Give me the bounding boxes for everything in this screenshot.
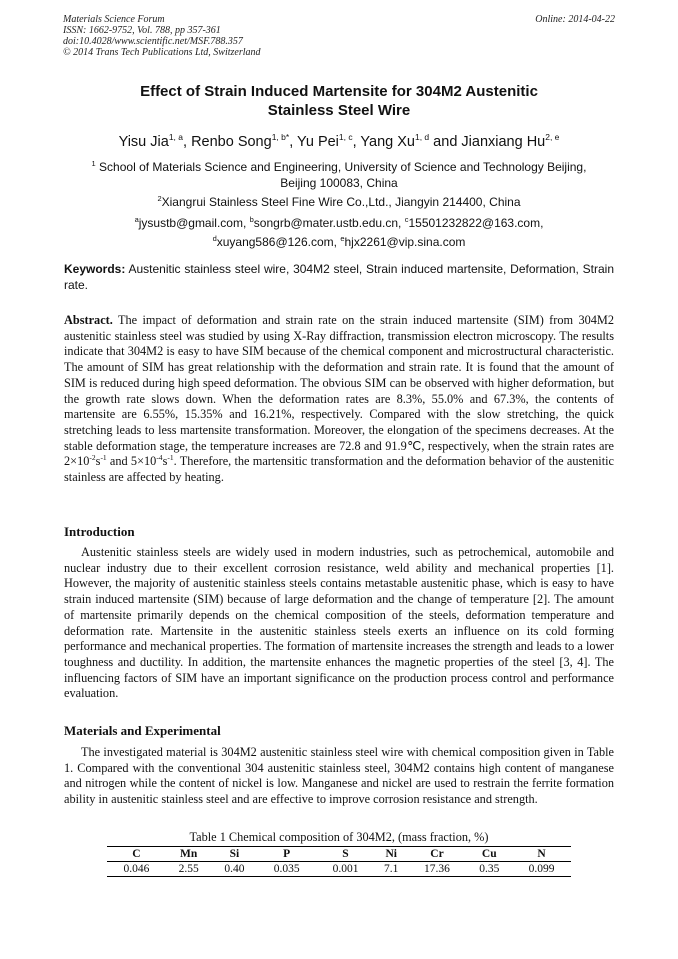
table-row	[107, 862, 571, 877]
table-header-cell: Cu	[466, 847, 512, 862]
table-header-cell: S	[316, 847, 375, 862]
email-mark: b	[249, 215, 254, 224]
exponent: -2	[89, 453, 96, 463]
keywords-text: Austenitic stainless steel wire, 304M2 steel, Strain induced martensite, Deformation, Strain rate.	[64, 262, 614, 292]
email-mark: a	[134, 215, 139, 224]
author-sep: ,	[352, 133, 361, 150]
table-cell: 0.035	[257, 862, 316, 877]
table-caption: Table 1 Chemical composition of 304M2, (mass fraction, %)	[189, 830, 489, 844]
author-name: Jianxiang Hu	[461, 133, 546, 150]
paper-title	[64, 82, 614, 120]
unit: s	[162, 454, 168, 469]
author-affil-mark: 1, b*	[271, 132, 290, 142]
keywords	[64, 261, 614, 293]
author-affil-mark: 1, a	[168, 132, 183, 142]
unit: s	[95, 454, 101, 469]
table-cell: 0.099	[512, 862, 571, 877]
author-affil-mark: 1, c	[338, 132, 353, 142]
table-header-cell: Mn	[166, 847, 212, 862]
author-name: Renbo Song	[191, 133, 272, 150]
title-line-1: Effect of Strain Induced Martensite for 304M2 Austenitic	[140, 83, 538, 100]
title-line-2: Stainless Steel Wire	[267, 102, 411, 119]
abstract	[64, 313, 614, 486]
email-link[interactable]: 15501232822@163.com,	[408, 216, 544, 230]
section-heading-materials: Materials and Experimental	[64, 723, 221, 738]
table-cell: 0.40	[212, 862, 258, 877]
exponent: -1	[100, 453, 107, 463]
materials-paragraph: The investigated material is 304M2 austenitic stainless steel wire with chemical composition given in Table 1. Compared with the conventional 304 austenitic stainless steel, 304M2 contains high content of manganese and nitrogen while the content of nickel is low. Manganese and nickel are used to restrain the ferrite formation ability in austenitic stainless steel and are effective to improve corrosion resistance and strength.	[64, 745, 614, 807]
exponent: -1	[167, 453, 174, 463]
table-cell: 17.36	[408, 862, 467, 877]
journal-name: Materials Science Forum	[63, 14, 165, 25]
abstract-text: and 5×10	[106, 454, 157, 469]
author-name: Yisu Jia	[118, 133, 169, 150]
author-name: Yu Pei	[296, 133, 339, 150]
author-name: Yang Xu	[360, 133, 415, 150]
table-header-cell: Cr	[408, 847, 467, 862]
exponent: -4	[156, 453, 163, 463]
journal-header	[63, 14, 261, 58]
introduction-paragraph: Austenitic stainless steels are widely used in modern industries, such as petrochemical, automobile and nuclear industry due to their excellent corrosion resistance, weld ability and mechanical properties [1]. However, the majority of austenitic stainless steels contains metastable austenitic phase, which is easy to have strain induced martensite (SIM) because of large deformation and the change of temperature [2]. The amount of martensite primarily depends on the chemical composition of the steels, deformation temperature and deformation rate. Martensite in the austenitic stainless steels exerts an influence on its cold forming performance and mechanical properties. The formation of martensite increases the strength and leads to a lower toughness and ductility. In addition, the martensite enhances the magnetic properties of the steel [3, 4]. The influencing factors of SIM have an important significance on the production process control and performance evaluation.	[64, 545, 614, 701]
section-heading-introduction: Introduction	[64, 524, 135, 539]
table-cell: 7.1	[375, 862, 408, 877]
email-mark: d	[212, 234, 217, 243]
author-sep: ,	[289, 133, 297, 150]
email-link[interactable]: jysustb@gmail.com,	[138, 216, 250, 230]
email-mark: c	[404, 215, 409, 224]
author-list	[64, 128, 614, 151]
email-link[interactable]: songrb@mater.ustb.edu.cn,	[253, 216, 405, 230]
affiliation-1	[64, 156, 614, 191]
table-header-cell: P	[257, 847, 316, 862]
table-cell: 0.046	[107, 862, 166, 877]
email-link[interactable]: hjx2261@vip.sina.com	[344, 235, 466, 249]
issn: ISSN: 1662-9752, Vol. 788, pp 357-361	[63, 25, 221, 36]
affil-1-line-1: School of Materials Science and Engineering, University of Science and Technology Beijing,	[99, 160, 587, 174]
online-date: Online: 2014-04-22	[535, 14, 615, 25]
copyright: © 2014 Trans Tech Publications Ltd, Switzerland	[63, 47, 261, 58]
table-cell: 0.35	[466, 862, 512, 877]
author-sep: ,	[183, 133, 192, 150]
affil-mark: 2	[157, 194, 162, 203]
table-header-row	[107, 847, 571, 862]
table-header-cell: Ni	[375, 847, 408, 862]
email-mark: e	[340, 234, 345, 243]
table-header-cell: N	[512, 847, 571, 862]
author-sep: and	[429, 133, 462, 150]
affil-2-text: Xiangrui Stainless Steel Fine Wire Co.,Ltd., Jiangyin 214400, China	[161, 195, 521, 209]
abstract-text: The impact of deformation and strain rate on the strain induced martensite (SIM) from 304M2 austenitic stainless steel was studied by using X-Ray diffraction, transmission electron microscopy. The results indicate that 304M2 is easy to have SIM because of the chemical component and microstructural characteristic. The amount of SIM has great relationship with the deformation and strain rate. It is found that the amount of SIM is reduced during high speed deformation. The obvious SIM can be observed with higher deformation, but the growth rate slows down. When the deformation rates are 8.3%, 55.0% and 67.3%, the contents of martensite are 6.55%, 15.35% and 16.21%, respectively. Compared with the slow stretching, the quick stretching leads to less martensite transformation. Moreover, the elongation of the specimens decreases. At the stable deformation stage, the temperature increases are 72.8 and 91.9℃, respectively, when the strain rates are 2×10	[64, 313, 614, 469]
composition-table	[107, 846, 571, 877]
doi: doi:10.4028/www.scientific.net/MSF.788.357	[63, 36, 243, 47]
author-affil-mark: 2, e	[545, 132, 560, 142]
affil-1-line-2: Beijing 100083, China	[280, 176, 398, 190]
keywords-label: Keywords:	[64, 262, 126, 276]
table-header-cell: Si	[212, 847, 258, 862]
table-header-cell: C	[107, 847, 166, 862]
abstract-label: Abstract.	[64, 313, 113, 327]
abstract-text: . Therefore, the martensitic transformation and the deformation behavior of the austenitic stainless are affected by heating.	[64, 454, 614, 485]
table-cell: 2.55	[166, 862, 212, 877]
affil-mark: 1	[91, 159, 96, 168]
affiliation-2	[64, 191, 614, 210]
email-list	[64, 212, 614, 250]
table-cell: 0.001	[316, 862, 375, 877]
author-affil-mark: 1, d	[414, 132, 430, 142]
email-link[interactable]: xuyang586@126.com,	[216, 235, 341, 249]
